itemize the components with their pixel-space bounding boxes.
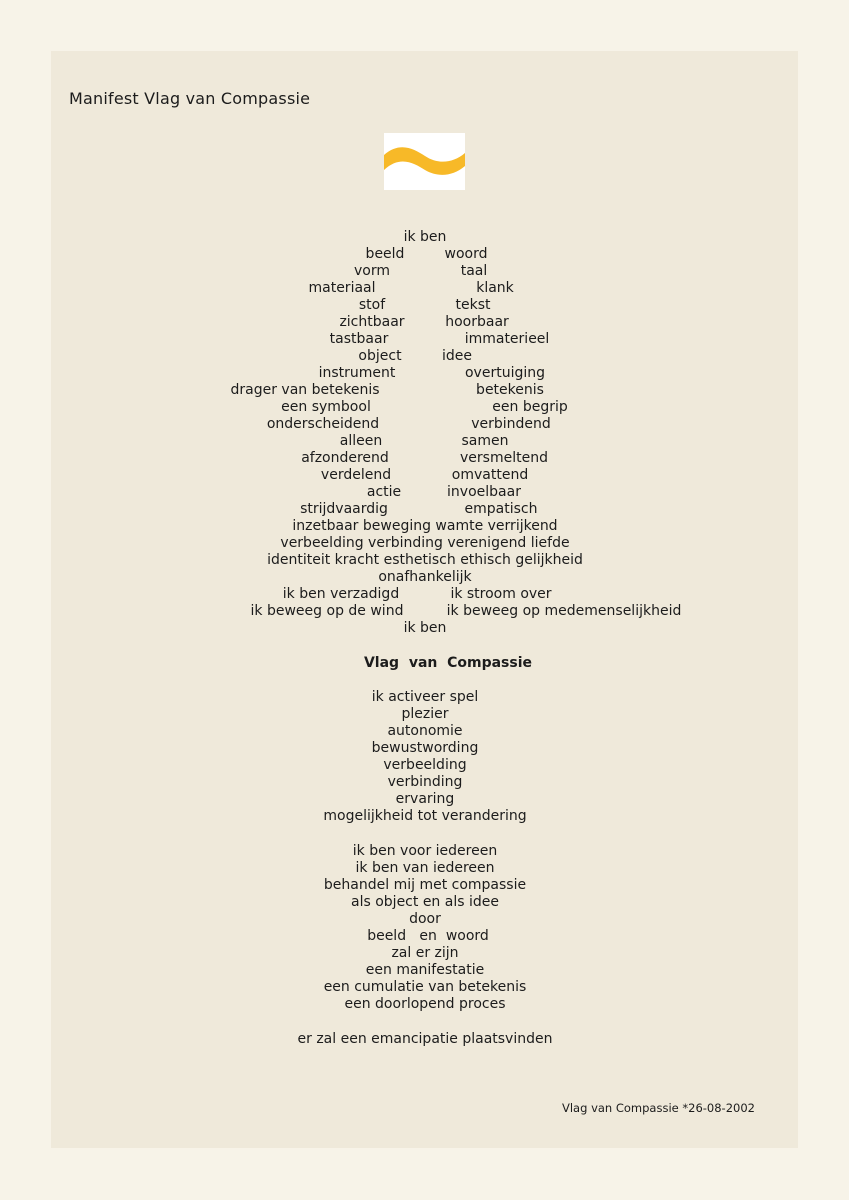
poem-left-word: verdelend xyxy=(320,467,392,483)
poem-right-word: een begrip xyxy=(492,399,568,415)
poem-left-word: actie xyxy=(366,484,402,500)
section-heading: Vlag van Compassie xyxy=(363,655,533,671)
poem-left-word: alleen xyxy=(339,433,383,449)
poem-right-word: tekst xyxy=(455,297,491,313)
poem-merged-line: verbeelding verbinding verenigend liefde xyxy=(280,535,570,551)
poem-merged-line: identiteit kracht esthetisch ethisch gelijkheid xyxy=(267,552,583,568)
stanza1-line: bewustwording xyxy=(371,740,479,756)
poem-left-word: zichtbaar xyxy=(339,314,405,330)
poem-left-word: strijdvaardig xyxy=(300,501,388,517)
poem-right-word: hoorbaar xyxy=(445,314,509,330)
poem-left-word: een symbool xyxy=(281,399,371,415)
stanza1-line: mogelijkheid tot verandering xyxy=(323,808,527,824)
poem-right-word: betekenis xyxy=(476,382,544,398)
poem-right-word: invoelbaar xyxy=(447,484,521,500)
poem-left-word: vorm xyxy=(354,263,390,279)
stanza2-line: beeld en woord xyxy=(367,928,489,944)
poem-right-word: samen xyxy=(461,433,509,449)
stanza1-line: verbinding xyxy=(387,774,463,790)
poem-left-word: ik ben verzadigd xyxy=(282,586,400,602)
compassion-flag-image xyxy=(384,133,465,190)
poem-left-word: object xyxy=(358,348,402,364)
poem-right-word: idee xyxy=(441,348,473,364)
flag-wave-icon xyxy=(384,133,465,190)
page-title: Manifest Vlag van Compassie xyxy=(69,89,311,108)
poem-right-word: verbindend xyxy=(471,416,551,432)
poem-right-word: woord xyxy=(444,246,488,262)
footer-signature: Vlag van Compassie *26-08-2002 xyxy=(562,1101,755,1115)
stanza1-line: plezier xyxy=(401,706,449,722)
stanza2-line: ik ben voor iedereen xyxy=(352,843,498,859)
poem-left-word: beeld xyxy=(365,246,405,262)
stanza2-line: een doorlopend proces xyxy=(344,996,506,1012)
stanza1-line: verbeelding xyxy=(383,757,467,773)
stanza2-line: behandel mij met compassie xyxy=(323,877,527,893)
poem-merged-line: inzetbaar beweging wamte verrijkend xyxy=(292,518,558,534)
poem-right-word: omvattend xyxy=(451,467,529,483)
poem-right-word: immaterieel xyxy=(464,331,550,347)
poem-left-word: onderscheidend xyxy=(266,416,380,432)
poem-right-word: empatisch xyxy=(464,501,538,517)
poem-right-word: klank xyxy=(476,280,514,296)
poem-left-word: drager van betekenis xyxy=(230,382,380,398)
poem-left-word: instrument xyxy=(318,365,396,381)
poem-line-outro: ik ben xyxy=(403,620,447,636)
poem-merged-line: onafhankelijk xyxy=(378,569,472,585)
stanza1-line: ik activeer spel xyxy=(371,689,479,705)
poem-left-word: materiaal xyxy=(308,280,376,296)
poem-left-word: tastbaar xyxy=(329,331,389,347)
stanza2-line: door xyxy=(409,911,441,927)
poem-line-intro: ik ben xyxy=(403,229,447,245)
stanza2-line: een cumulatie van betekenis xyxy=(323,979,527,995)
stanza2-line: een manifestatie xyxy=(365,962,485,978)
stanza2-line: als object en als idee xyxy=(351,894,499,910)
poem-left-word: stof xyxy=(358,297,386,313)
poem-right-word: overtuiging xyxy=(464,365,546,381)
poem-left-word: ik beweeg op de wind xyxy=(250,603,404,619)
poem-left-word: afzonderend xyxy=(301,450,389,466)
poem-right-word: ik stroom over xyxy=(450,586,552,602)
stanza2-line: ik ben van iedereen xyxy=(355,860,495,876)
stanza2-line: zal er zijn xyxy=(391,945,459,961)
closing-line: er zal een emancipatie plaatsvinden xyxy=(297,1031,553,1047)
poem-right-word: ik beweeg op medemenselijkheid xyxy=(446,603,682,619)
stanza1-line: autonomie xyxy=(387,723,463,739)
stanza1-line: ervaring xyxy=(395,791,455,807)
poem-right-word: taal xyxy=(460,263,488,279)
poem-right-word: versmeltend xyxy=(460,450,548,466)
